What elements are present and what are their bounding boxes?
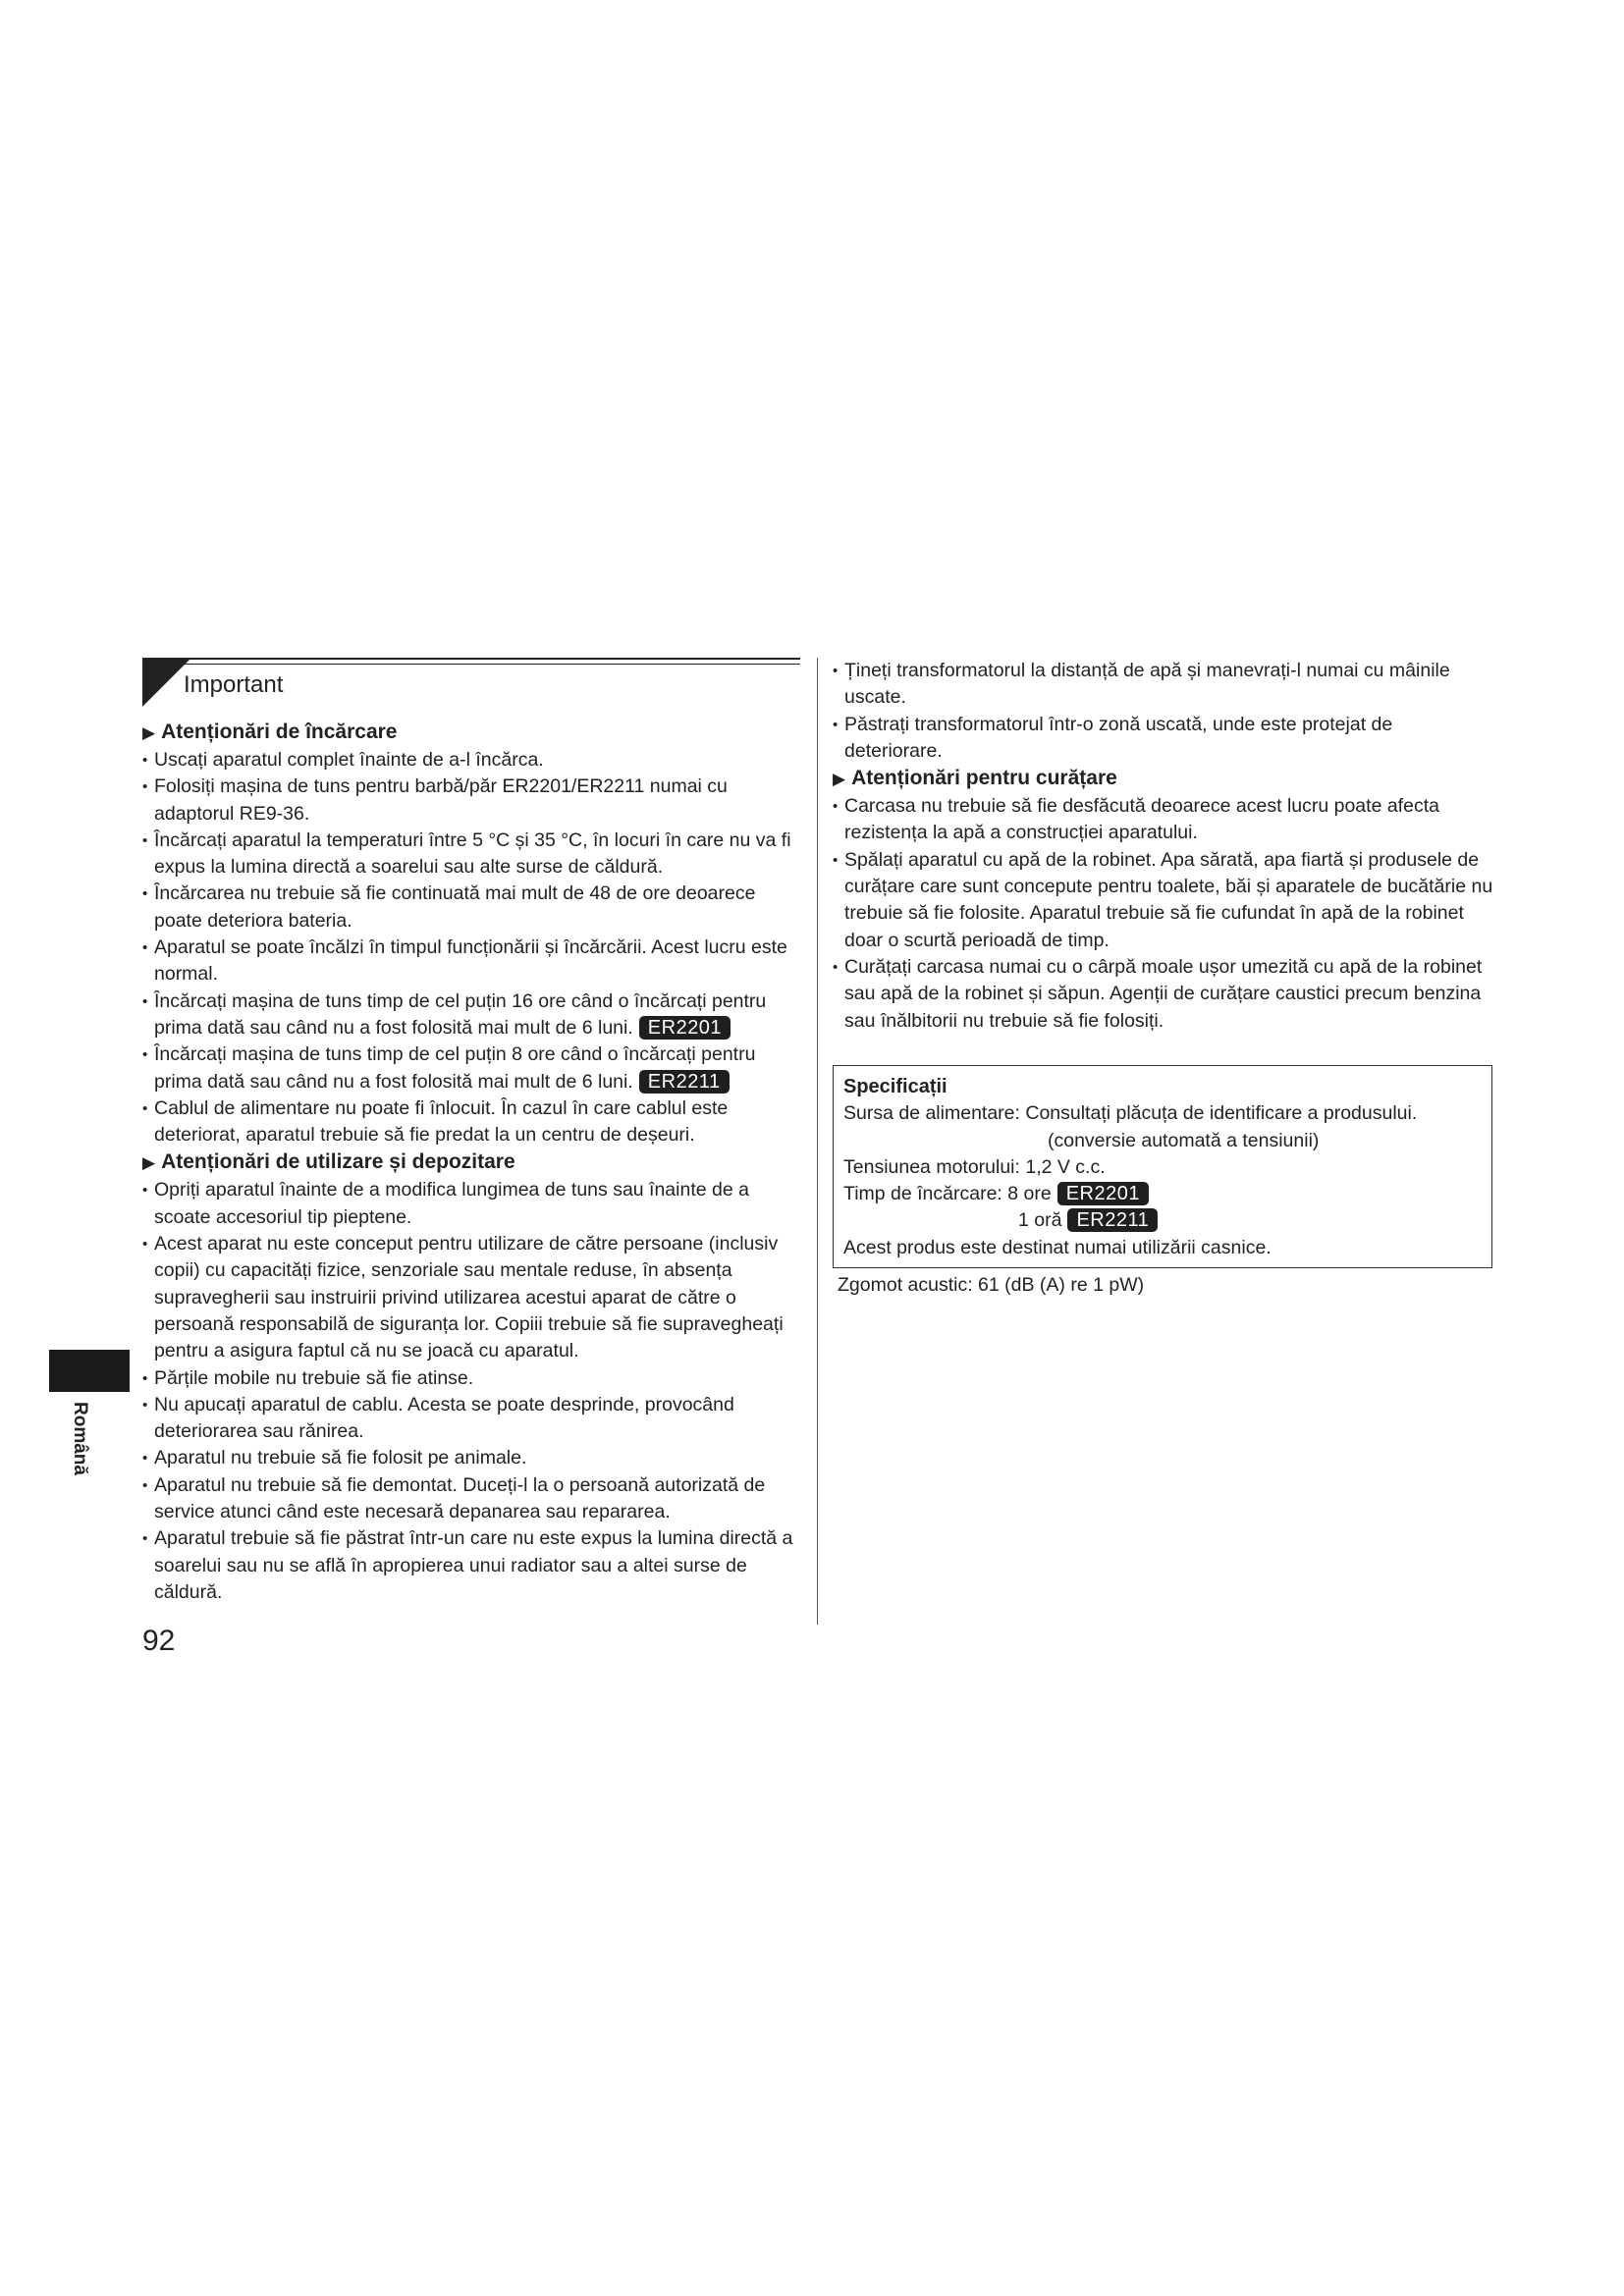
item-text: Aparatul trebuie să fie păstrat într-un care nu este expus la lumina directă a soarelui sau nu se află în apropierea unui radiator sau a altei surse de căldură. — [154, 1527, 793, 1603]
spec-power-label: Sursa de alimentare: — [843, 1102, 1020, 1125]
arrow-right-icon: ▶ — [833, 770, 846, 789]
item-text: Încărcați mașina de tuns timp de cel puțin 8 ore când o încărcați pentru prima dată sau când nu a fost folosită mai mult de 6 luni. — [154, 1043, 756, 1093]
heading-text: Atenționări de utilizare și depozitare — [161, 1150, 515, 1174]
spec-charge-value: 8 ore — [1007, 1183, 1052, 1205]
spec-charge-row-2 — [843, 1207, 1482, 1234]
header-rule — [142, 658, 800, 660]
noise-level: Zgomot acustic: 61 (dB (A) re 1 pW) — [838, 1274, 1145, 1296]
item-text: Curățați carcasa numai cu o cârpă moale ușor umezită cu apă de la robinet sau apă de la robinet și săpun. Agenții de curățare caustici precum benzina sau înălbitorii nu trebuie să fie folosiți. — [844, 955, 1483, 1032]
list-item — [833, 712, 1495, 766]
item-text: Carcasa nu trebuie să fie desfăcută deoarece acest lucru poate afecta rezistența la apă a construcției aparatului. — [844, 795, 1439, 844]
section-cleaning — [833, 765, 1495, 1035]
bullet-list — [833, 793, 1495, 1035]
right-column — [833, 658, 1495, 1035]
list-item — [142, 1445, 800, 1471]
list-item — [142, 1472, 800, 1526]
list-item — [142, 1525, 800, 1606]
item-text: Nu apucați aparatul de cablu. Acesta se poate desprinde, provocând deteriorarea sau rănirea. — [154, 1393, 734, 1443]
list-item — [833, 954, 1495, 1035]
list-item — [142, 1177, 800, 1231]
spec-motor-voltage: Tensiunea motorului: 1,2 V c.c. — [843, 1155, 1106, 1178]
language-tab-marker — [49, 1350, 130, 1392]
item-text: Cablul de alimentare nu poate fi înlocuit. În cazul în care cablul este deteriorat, aparatul trebuie să fie predat la un centru de deșeuri. — [154, 1096, 729, 1147]
item-text: Țineți transformatorul la distanță de apă și manevrați-l numai cu mâinile uscate. — [844, 660, 1450, 709]
important-title: Important — [184, 671, 284, 698]
section-charging — [142, 719, 800, 1148]
page-number: 92 — [142, 1625, 176, 1657]
list-item — [142, 934, 800, 988]
list-item — [142, 988, 800, 1042]
item-text: Spălați aparatul cu apă de la robinet. Apa sărată, apa fiartă și produsele de curățare care sunt concepute pentru toalete, băi și aparatele de bucătărie nu trebuie să fie folosite. Aparatul trebuie să fie cufundat în apă de la robinet doar o scurtă perioadă de timp. — [844, 848, 1493, 951]
item-text: Încărcați aparatul la temperaturi între 5 °C și 35 °C, în locuri în care nu va fi expus la lumina directă a soarelui sau alte surse de căldură. — [154, 828, 791, 879]
specifications-box — [833, 1065, 1492, 1268]
important-header — [142, 658, 800, 707]
item-text: Opriți aparatul înainte de a modifica lungimea de tuns sau înainte de a scoate accesoriul tip pieptene. — [154, 1179, 749, 1228]
list-item — [142, 774, 800, 828]
list-item — [142, 1392, 800, 1446]
bullet-list — [142, 1177, 800, 1606]
spec-power-row — [843, 1100, 1482, 1127]
item-text: Aparatul nu trebuie să fie folosit pe animale. — [154, 1447, 527, 1469]
list-item — [142, 747, 800, 774]
list-item — [142, 1231, 800, 1364]
list-item — [142, 1041, 800, 1095]
item-text: Încărcarea nu trebuie să fie continuată mai mult de 48 de ore deoarece poate deteriora bateria. — [154, 882, 756, 932]
heading-text: Atenționări de încărcare — [161, 721, 398, 743]
spec-title: Specificații — [843, 1076, 947, 1097]
item-text: Încărcați mașina de tuns timp de cel puțin 16 ore când o încărcați pentru prima dată sau când nu a fost folosită mai mult de 6 luni. — [154, 989, 767, 1039]
section-usage-storage — [142, 1148, 800, 1606]
spec-power-note: (conversie automată a tensiunii) — [1048, 1129, 1320, 1151]
item-text: Păstrați transformatorul într-o zonă uscată, unde este protejat de deteriorare. — [844, 713, 1393, 762]
bullet-list — [833, 658, 1495, 765]
item-text: Uscați aparatul complet înainte de a-l încărca. — [154, 749, 544, 771]
spec-power-value: Consultați plăcuța de identificare a produsului. — [1025, 1102, 1418, 1125]
list-item — [142, 828, 800, 881]
model-badge: ER2211 — [639, 1070, 730, 1094]
item-text: Aparatul nu trebuie să fie demontat. Duceți-l la o persoană autorizată de service atunci când este necesară depanarea sau repararea. — [154, 1473, 766, 1523]
list-item — [142, 881, 800, 934]
list-item — [833, 793, 1495, 847]
bullet-list — [142, 747, 800, 1148]
spec-domestic-use: Acest produs este destinat numai utilizării casnice. — [843, 1236, 1272, 1258]
model-badge: ER2201 — [1057, 1182, 1149, 1205]
item-text: Acest aparat nu este conceput pentru utilizare de către persoane (inclusiv copii) cu capacități fizice, senzoriale sau mentale reduse, în absența supravegherii sau instruirii privind utilizarea acestui aparat de către o persoană responsabilă de siguranța lor. Copiii trebuie să fie supravegheați pentru a asigura faptul că nu se joacă cu aparatul. — [154, 1233, 784, 1362]
list-item — [142, 1095, 800, 1149]
section-heading — [833, 765, 1495, 793]
header-rule-thin — [142, 664, 800, 665]
column-divider — [817, 658, 818, 1625]
item-text: Părțile mobile nu trebuie să fie atinse. — [154, 1366, 474, 1389]
item-text: Folosiți mașina de tuns pentru barbă/păr ER2201/ER2211 numai cu adaptorul RE9-36. — [154, 775, 728, 825]
item-text: Aparatul se poate încălzi în timpul funcționării și încărcării. Acest lucru este normal. — [154, 936, 787, 986]
arrow-right-icon: ▶ — [142, 1153, 156, 1173]
spec-charge-value: 1 oră — [1018, 1209, 1062, 1232]
spec-charge-row-1 — [843, 1181, 1482, 1207]
model-badge: ER2201 — [639, 1016, 731, 1040]
section-heading — [142, 719, 800, 747]
model-badge: ER2211 — [1067, 1208, 1158, 1232]
arrow-right-icon: ▶ — [142, 723, 156, 742]
list-item — [833, 847, 1495, 954]
spec-charge-label: Timp de încărcare: — [843, 1183, 1002, 1205]
list-item — [142, 1365, 800, 1392]
left-column — [142, 719, 800, 1606]
language-label: Română — [70, 1402, 90, 1475]
section-heading — [142, 1148, 800, 1177]
heading-text: Atenționări pentru curățare — [851, 767, 1117, 790]
list-item — [833, 658, 1495, 712]
